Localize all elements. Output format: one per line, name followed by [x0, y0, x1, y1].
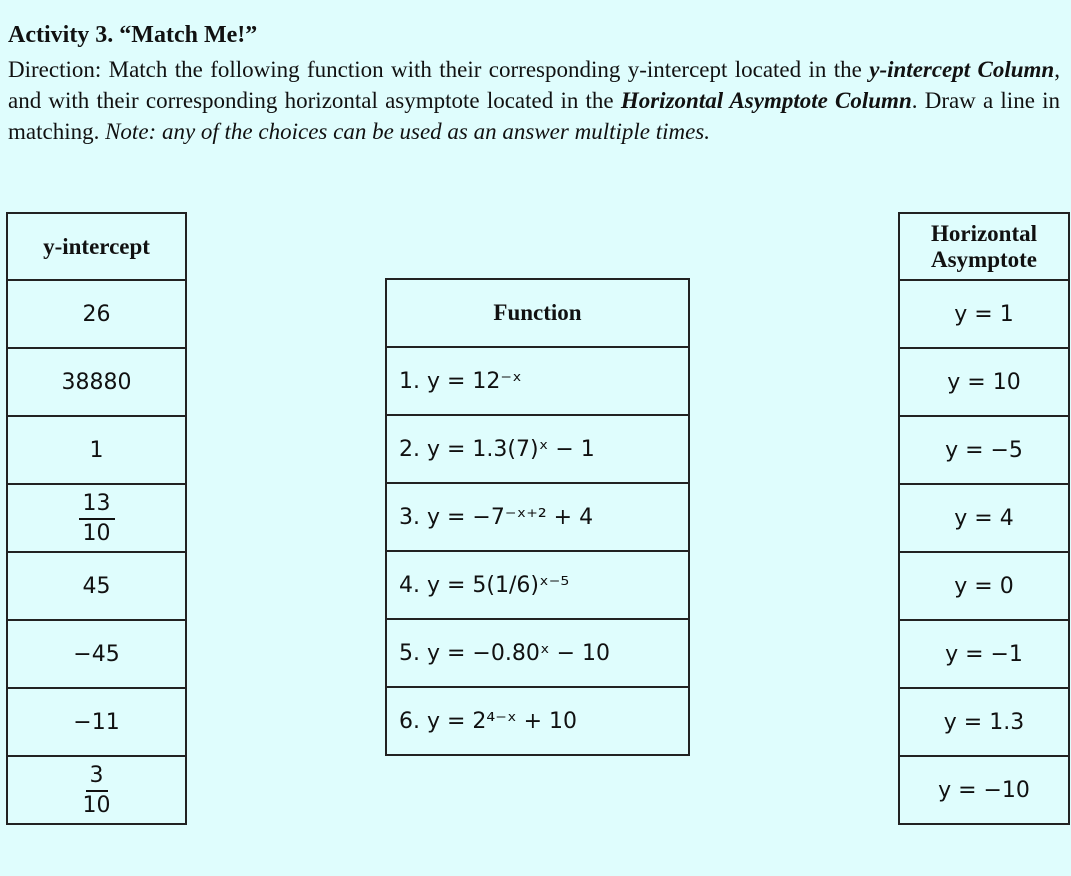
- direction-mid: , and with their corresponding horizontal asymptote located in the: [8, 57, 1060, 113]
- asymptote-item: y = 1.3: [899, 688, 1069, 756]
- y-intercept-item: [7, 484, 186, 552]
- asymptote-header: [899, 213, 1069, 280]
- y-intercept-item: [7, 756, 186, 824]
- function-item: 5. y = −0.80ˣ − 10: [386, 619, 689, 687]
- y-intercept-item: −11: [7, 688, 186, 756]
- y-intercept-item: 26: [7, 280, 186, 348]
- fraction-13-10: $\frac{13}{10}$: [79, 493, 115, 545]
- asym-column-name: Horizontal Asymptote Column: [620, 88, 912, 113]
- asymptote-header-line2: Asymptote: [930, 246, 1038, 272]
- y-intercept-item: 38880: [7, 348, 186, 416]
- y-intercept-item: 1: [7, 416, 186, 484]
- activity-title: Activity 3. “Match Me!”: [8, 22, 258, 48]
- asymptote-item: y = −1: [899, 620, 1069, 688]
- function-item: 1. y = 12⁻ˣ: [386, 347, 689, 415]
- horizontal-asymptote-table: [898, 212, 1070, 825]
- function-item: 4. y = 5(1/6)ˣ⁻⁵: [386, 551, 689, 619]
- direction-prefix: Direction: Match the following function with their corresponding y-intercept located in the: [8, 57, 870, 82]
- direction-text: [8, 54, 1060, 147]
- note-text: Note: any of the choices can be used as an answer multiple times.: [105, 119, 711, 144]
- asymptote-item: y = 10: [899, 348, 1069, 416]
- asymptote-item: y = −10: [899, 756, 1069, 824]
- asymptote-header-line1: Horizontal: [930, 220, 1038, 246]
- function-header: Function: [386, 279, 689, 347]
- y-intercept-item: −45: [7, 620, 186, 688]
- yint-column-name: y-intercept Column: [869, 57, 1055, 82]
- asymptote-item: y = 1: [899, 280, 1069, 348]
- asymptote-item: y = −5: [899, 416, 1069, 484]
- y-intercept-header: y-intercept: [7, 213, 186, 280]
- fraction-3-10: $\frac{3}{10}$: [82, 763, 111, 818]
- function-item: 2. y = 1.3(7)ˣ − 1: [386, 415, 689, 483]
- asymptote-item: y = 0: [899, 552, 1069, 620]
- direction-suffix: . Draw a line in matching.: [8, 88, 1060, 144]
- asymptote-item: y = 4: [899, 484, 1069, 552]
- function-table: [385, 278, 690, 756]
- function-item: 6. y = 2⁴⁻ˣ + 10: [386, 687, 689, 755]
- y-intercept-table: [6, 212, 187, 825]
- function-item: 3. y = −7⁻ˣ⁺² + 4: [386, 483, 689, 551]
- y-intercept-item: 45: [7, 552, 186, 620]
